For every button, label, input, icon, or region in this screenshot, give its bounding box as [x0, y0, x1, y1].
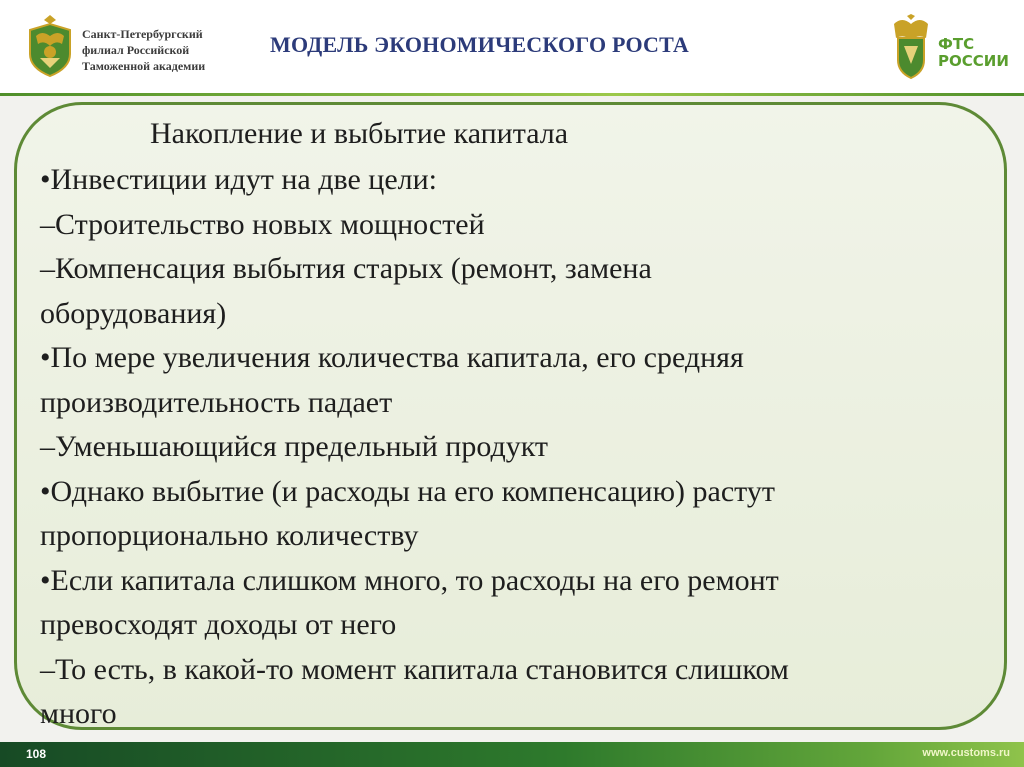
- text-line: •По мере увеличения количества капитала, его средняя: [40, 341, 744, 374]
- page-number: 108: [26, 747, 47, 761]
- slide-footer: [0, 742, 1024, 767]
- fts-logo-text: [938, 36, 1018, 70]
- academy-line: Таможенной академии: [82, 59, 206, 73]
- fts-emblem-icon: [888, 14, 934, 82]
- fts-line: ФТС: [938, 35, 975, 53]
- text-line: •Однако выбытие (и расходы на его компенсацию) растут: [40, 474, 775, 508]
- content-heading: Накопление и выбытие капитала: [150, 117, 569, 150]
- slide-title: МОДЕЛЬ ЭКОНОМИЧЕСКОГО РОСТА: [270, 32, 690, 57]
- academy-line: филиал Российской: [82, 43, 190, 57]
- text-line: превосходят доходы от него: [40, 608, 397, 641]
- text-line: •Если капитала слишком много, то расходы на его ремонт: [40, 563, 779, 597]
- content-text: [40, 158, 990, 737]
- website-link[interactable]: www.customs.ru: [922, 747, 1010, 759]
- academy-name: [82, 26, 252, 74]
- fts-line: РОССИИ: [938, 52, 1009, 70]
- text-line: •Инвестиции идут на две цели:: [40, 163, 438, 196]
- text-line: много: [40, 697, 117, 730]
- text-line: –Компенсация выбытия старых (ремонт, замена: [40, 252, 652, 285]
- text-line: –Уменьшающийся предельный продукт: [40, 430, 549, 463]
- text-line: пропорционально количеству: [40, 519, 419, 552]
- text-line: –Строительство новых мощностей: [40, 207, 485, 241]
- text-line: оборудования): [40, 296, 227, 330]
- academy-emblem-icon: [22, 14, 78, 78]
- academy-line: Санкт-Петербургский: [82, 27, 203, 41]
- slide-header: [0, 0, 1024, 96]
- text-line: производительность падает: [40, 385, 393, 419]
- text-line: –То есть, в какой-то момент капитала становится слишком: [40, 652, 789, 686]
